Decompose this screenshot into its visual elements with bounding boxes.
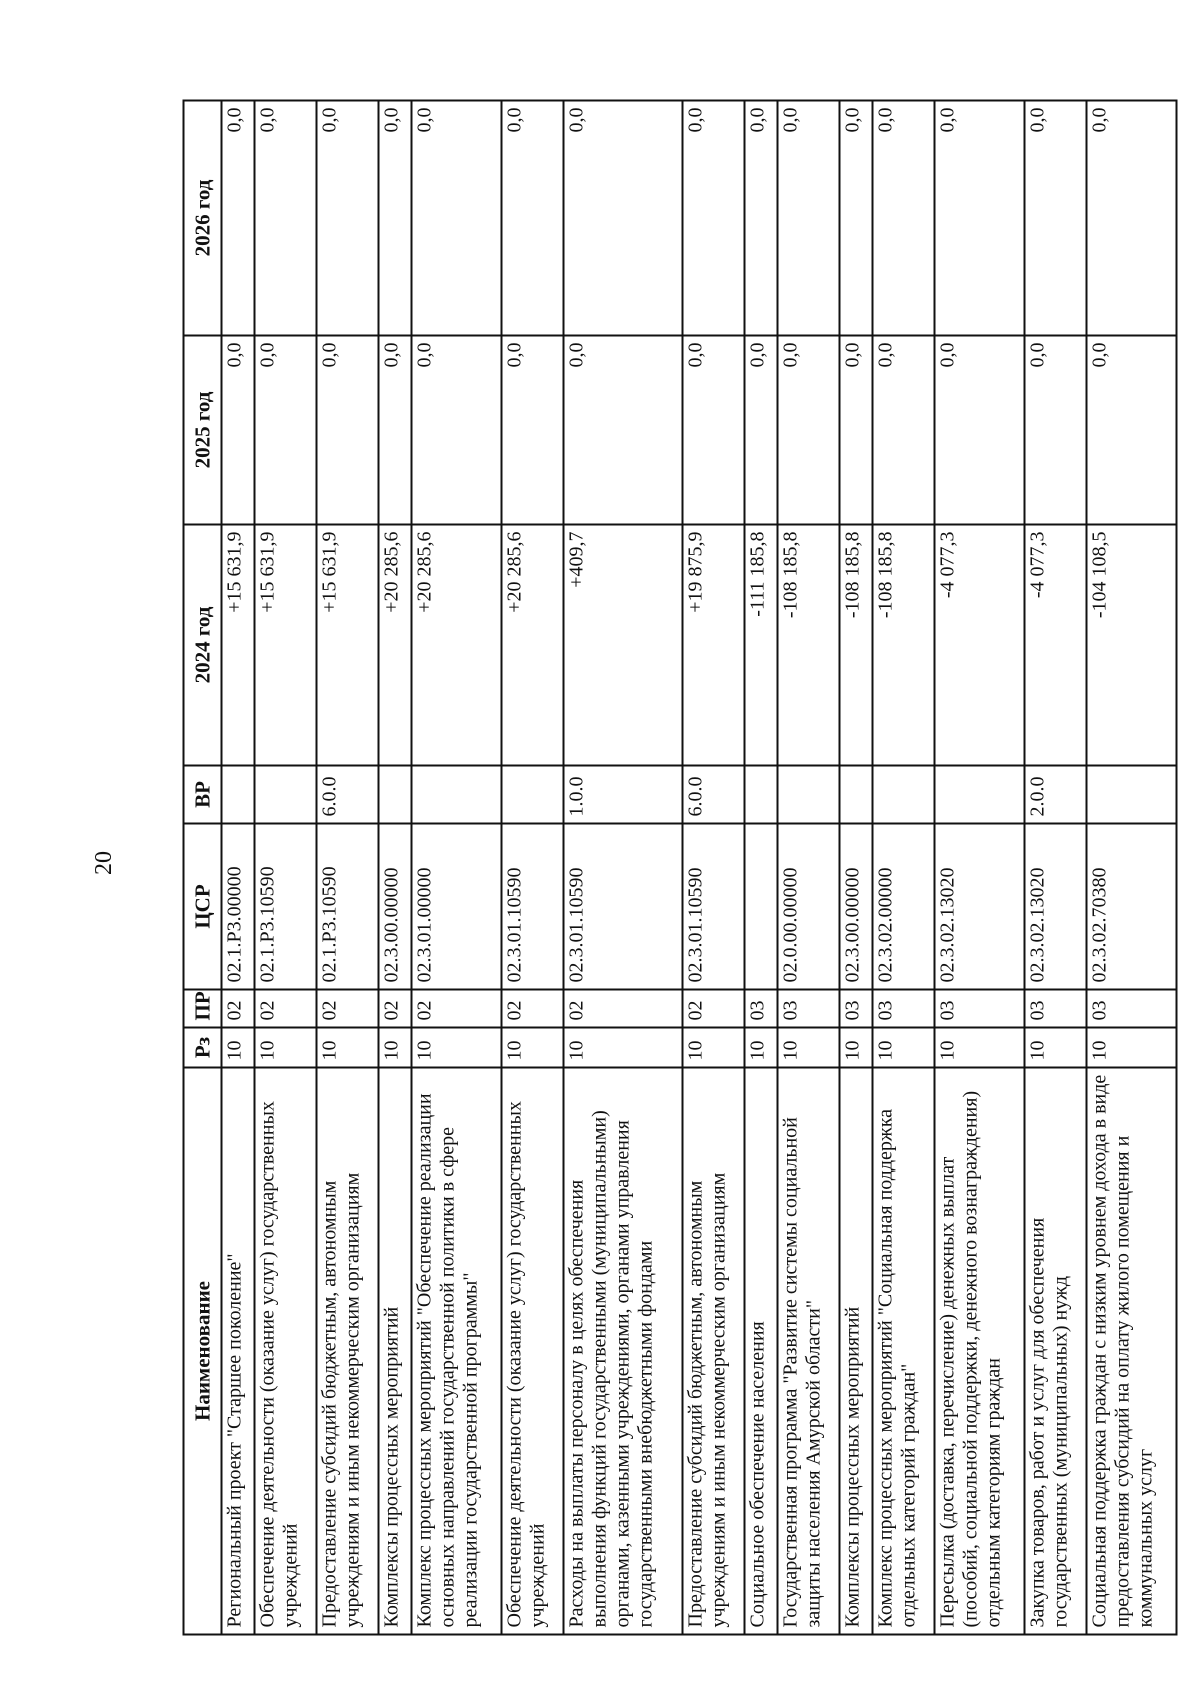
cell-2026: 0,0 (934, 100, 1024, 335)
cell-vr (222, 765, 255, 823)
cell-2025: 0,0 (502, 335, 564, 524)
header-rz: Рз (184, 1027, 222, 1067)
cell-name: Комплекс процессных мероприятий "Обеспечение реализации основных направлений государственной политики в сфере реализации государственной программы" (412, 1067, 502, 1634)
table-row (1086, 100, 1176, 1634)
table-row (934, 100, 1024, 1634)
cell-vr: 6.0.0 (317, 765, 379, 823)
header-vr: ВР (184, 765, 222, 823)
cell-2024: -104 108,5 (1086, 524, 1176, 765)
cell-2026: 0,0 (502, 100, 564, 335)
cell-csr: 02.3.02.00000 (872, 823, 934, 989)
table-row (412, 100, 502, 1634)
cell-rz: 10 (502, 1027, 564, 1067)
cell-2025: 0,0 (744, 335, 777, 524)
table-row (872, 100, 934, 1634)
cell-csr: 02.1.Р3.00000 (222, 823, 255, 989)
cell-2026: 0,0 (317, 100, 379, 335)
cell-rz: 10 (564, 1027, 683, 1067)
table-row (222, 100, 255, 1634)
cell-2024: -108 185,8 (777, 524, 839, 765)
cell-name: Закупка товаров, работ и услуг для обеспечения государственных (муниципальных) нужд (1024, 1067, 1086, 1634)
cell-rz: 10 (222, 1027, 255, 1067)
cell-name: Комплексы процессных мероприятий (839, 1067, 872, 1634)
cell-rz: 10 (1024, 1027, 1086, 1067)
cell-2024: -111 185,8 (744, 524, 777, 765)
cell-rz: 10 (872, 1027, 934, 1067)
cell-rz: 10 (839, 1027, 872, 1067)
cell-2024: -108 185,8 (839, 524, 872, 765)
cell-csr: 02.1.Р3.10590 (317, 823, 379, 989)
cell-2026: 0,0 (412, 100, 502, 335)
page-number: 20 (91, 851, 117, 875)
cell-2024: +20 285,6 (502, 524, 564, 765)
cell-2025: 0,0 (564, 335, 683, 524)
cell-2025: 0,0 (872, 335, 934, 524)
cell-csr: 02.3.01.00000 (412, 823, 502, 989)
cell-vr (839, 765, 872, 823)
cell-2024: -4 077,3 (934, 524, 1024, 765)
cell-2024: +19 875,9 (682, 524, 744, 765)
header-csr: ЦСР (184, 823, 222, 989)
cell-pr: 03 (934, 989, 1024, 1027)
cell-2024: -4 077,3 (1024, 524, 1086, 765)
cell-2024: +15 631,9 (317, 524, 379, 765)
cell-2026: 0,0 (682, 100, 744, 335)
cell-csr (744, 823, 777, 989)
cell-2024: +15 631,9 (255, 524, 317, 765)
cell-pr: 03 (872, 989, 934, 1027)
cell-vr (872, 765, 934, 823)
cell-name: Региональный проект "Старшее поколение" (222, 1067, 255, 1634)
cell-name: Предоставление субсидий бюджетным, автономным учреждениям и иным некоммерческим организациям (317, 1067, 379, 1634)
cell-pr: 02 (412, 989, 502, 1027)
cell-2025: 0,0 (1024, 335, 1086, 524)
cell-name: Социальная поддержка граждан с низким уровнем дохода в виде предоставления субсидий на оплату жилого помещения и коммунальных услуг (1086, 1067, 1176, 1634)
cell-vr (744, 765, 777, 823)
cell-2025: 0,0 (222, 335, 255, 524)
cell-vr (378, 765, 411, 823)
cell-2026: 0,0 (744, 100, 777, 335)
cell-name: Обеспечение деятельности (оказание услуг) государственных учреждений (502, 1067, 564, 1634)
cell-rz: 10 (777, 1027, 839, 1067)
cell-2025: 0,0 (378, 335, 411, 524)
cell-csr: 02.1.Р3.10590 (255, 823, 317, 989)
cell-rz: 10 (682, 1027, 744, 1067)
cell-name: Социальное обеспечение населения (744, 1067, 777, 1634)
cell-rz: 10 (744, 1027, 777, 1067)
table-row (502, 100, 564, 1634)
budget-table-container (183, 101, 1178, 1635)
table-row (839, 100, 872, 1634)
cell-rz: 10 (934, 1027, 1024, 1067)
cell-csr: 02.3.02.13020 (1024, 823, 1086, 989)
cell-csr: 02.3.01.10590 (564, 823, 683, 989)
cell-rz: 10 (378, 1027, 411, 1067)
cell-2024: +15 631,9 (222, 524, 255, 765)
cell-vr (1086, 765, 1176, 823)
cell-csr: 02.3.02.13020 (934, 823, 1024, 989)
cell-csr: 02.3.02.70380 (1086, 823, 1176, 989)
table-row (255, 100, 317, 1634)
cell-pr: 03 (1086, 989, 1176, 1027)
cell-csr: 02.3.01.10590 (682, 823, 744, 989)
cell-2026: 0,0 (777, 100, 839, 335)
cell-vr: 6.0.0 (682, 765, 744, 823)
cell-name: Пересылка (доставка, перечисление) денежных выплат (пособий, социальной поддержки, денежного вознаграждения) отдельным категориям граждан (934, 1067, 1024, 1634)
header-pr: ПР (184, 989, 222, 1027)
cell-2026: 0,0 (222, 100, 255, 335)
cell-vr: 1.0.0 (564, 765, 683, 823)
cell-2025: 0,0 (839, 335, 872, 524)
cell-pr: 02 (255, 989, 317, 1027)
cell-2025: 0,0 (1086, 335, 1176, 524)
table-row (378, 100, 411, 1634)
table-row (564, 100, 683, 1634)
cell-rz: 10 (412, 1027, 502, 1067)
cell-vr (934, 765, 1024, 823)
cell-rz: 10 (255, 1027, 317, 1067)
cell-2025: 0,0 (317, 335, 379, 524)
cell-pr: 02 (502, 989, 564, 1027)
cell-pr: 03 (777, 989, 839, 1027)
cell-name: Комплексы процессных мероприятий (378, 1067, 411, 1634)
cell-2025: 0,0 (777, 335, 839, 524)
cell-vr (412, 765, 502, 823)
table-row (777, 100, 839, 1634)
cell-vr (777, 765, 839, 823)
cell-2025: 0,0 (682, 335, 744, 524)
cell-name: Государственная программа "Развитие системы социальной защиты населения Амурской области" (777, 1067, 839, 1634)
cell-2026: 0,0 (1086, 100, 1176, 335)
header-2024: 2024 год (184, 524, 222, 765)
cell-2025: 0,0 (412, 335, 502, 524)
cell-pr: 02 (564, 989, 683, 1027)
cell-name: Предоставление субсидий бюджетным, автономным учреждениям и иным некоммерческим организациям (682, 1067, 744, 1634)
table-row (682, 100, 744, 1634)
cell-vr (502, 765, 564, 823)
cell-2025: 0,0 (934, 335, 1024, 524)
cell-name: Обеспечение деятельности (оказание услуг) государственных учреждений (255, 1067, 317, 1634)
cell-rz: 10 (1086, 1027, 1176, 1067)
cell-2026: 0,0 (839, 100, 872, 335)
cell-name: Комплекс процессных мероприятий "Социальная поддержка отдельных категорий граждан" (872, 1067, 934, 1634)
budget-table (183, 99, 1178, 1635)
cell-2026: 0,0 (378, 100, 411, 335)
header-name: Наименование (184, 1067, 222, 1634)
cell-2026: 0,0 (564, 100, 683, 335)
table-row (317, 100, 379, 1634)
cell-pr: 03 (1024, 989, 1086, 1027)
cell-rz: 10 (317, 1027, 379, 1067)
cell-name: Расходы на выплаты персоналу в целях обеспечения выполнения функций государственными (муниципальными) органами, казенными учреждениями, органами управления государственными внебюджетными фондами (564, 1067, 683, 1634)
header-2026: 2026 год (184, 100, 222, 335)
cell-pr: 03 (839, 989, 872, 1027)
cell-csr: 02.3.01.10590 (502, 823, 564, 989)
cell-2026: 0,0 (255, 100, 317, 335)
table-row (744, 100, 777, 1634)
cell-vr (255, 765, 317, 823)
table-row (1024, 100, 1086, 1634)
cell-2024: +20 285,6 (378, 524, 411, 765)
cell-vr: 2.0.0 (1024, 765, 1086, 823)
header-2025: 2025 год (184, 335, 222, 524)
cell-2024: +409,7 (564, 524, 683, 765)
table-body (222, 100, 1177, 1634)
cell-2026: 0,0 (872, 100, 934, 335)
cell-csr: 02.0.00.00000 (777, 823, 839, 989)
cell-csr: 02.3.00.00000 (378, 823, 411, 989)
cell-2024: -108 185,8 (872, 524, 934, 765)
cell-pr: 03 (744, 989, 777, 1027)
cell-2026: 0,0 (1024, 100, 1086, 335)
cell-pr: 02 (378, 989, 411, 1027)
cell-pr: 02 (682, 989, 744, 1027)
table-header-row (184, 100, 222, 1634)
cell-pr: 02 (222, 989, 255, 1027)
cell-2024: +20 285,6 (412, 524, 502, 765)
cell-2025: 0,0 (255, 335, 317, 524)
cell-csr: 02.3.00.00000 (839, 823, 872, 989)
cell-pr: 02 (317, 989, 379, 1027)
